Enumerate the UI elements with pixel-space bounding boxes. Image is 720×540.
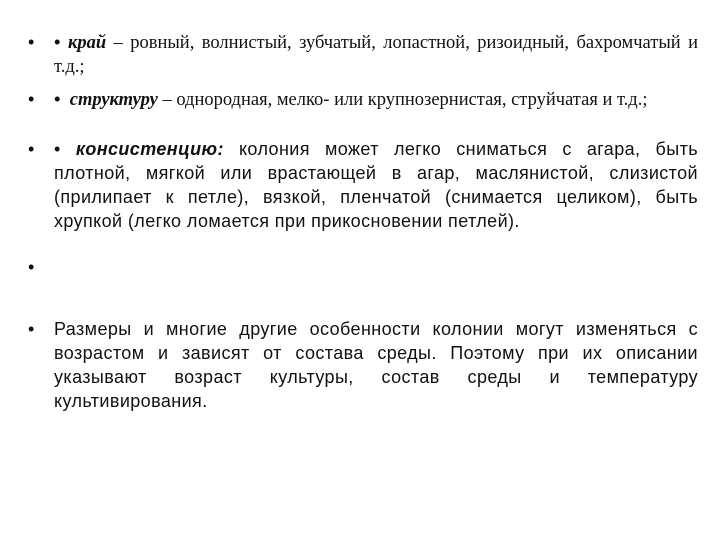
inner-bullet-marker: • bbox=[54, 139, 61, 159]
term-description: – однородная, мелко- или крупнозернистая, струйчатая и т.д.; bbox=[157, 90, 648, 110]
term-description: – ровный, волнистый, зубчатый, лопастной, ризоидный, бахромчатый и т.д.; bbox=[54, 33, 698, 77]
bullet-marker: • bbox=[28, 319, 35, 339]
bullet-marker: • bbox=[28, 89, 35, 109]
inner-bullet-marker: • bbox=[54, 31, 61, 52]
bullet-marker: • bbox=[28, 257, 35, 277]
term-label: край bbox=[67, 33, 107, 53]
bullet-marker: • bbox=[28, 32, 35, 52]
inner-bullet-marker: • bbox=[54, 88, 61, 109]
term-label: структуру bbox=[69, 90, 158, 110]
term-label: консистенцию: bbox=[75, 139, 224, 159]
term-description: колония может легко сниматься с агара, быть плотной, мягкой или врастающей в агар, маслянистой, слизистой (прилипает к петле), вязкой, пленчатой (снимается целиком), быть хрупкой (легко ломается при прикосновении петлей). bbox=[54, 139, 698, 231]
list-item-text bbox=[54, 30, 698, 79]
list-item-text: Размеры и многие другие особенности колонии могут изменяться с возрастом и зависят от состава среды. Поэтому при их описании указывают возраст культуры, состав среды и температуру культивирования. bbox=[54, 319, 698, 411]
list-item-text bbox=[54, 87, 698, 112]
list-item-text bbox=[54, 137, 698, 233]
bullet-marker: • bbox=[28, 139, 35, 159]
